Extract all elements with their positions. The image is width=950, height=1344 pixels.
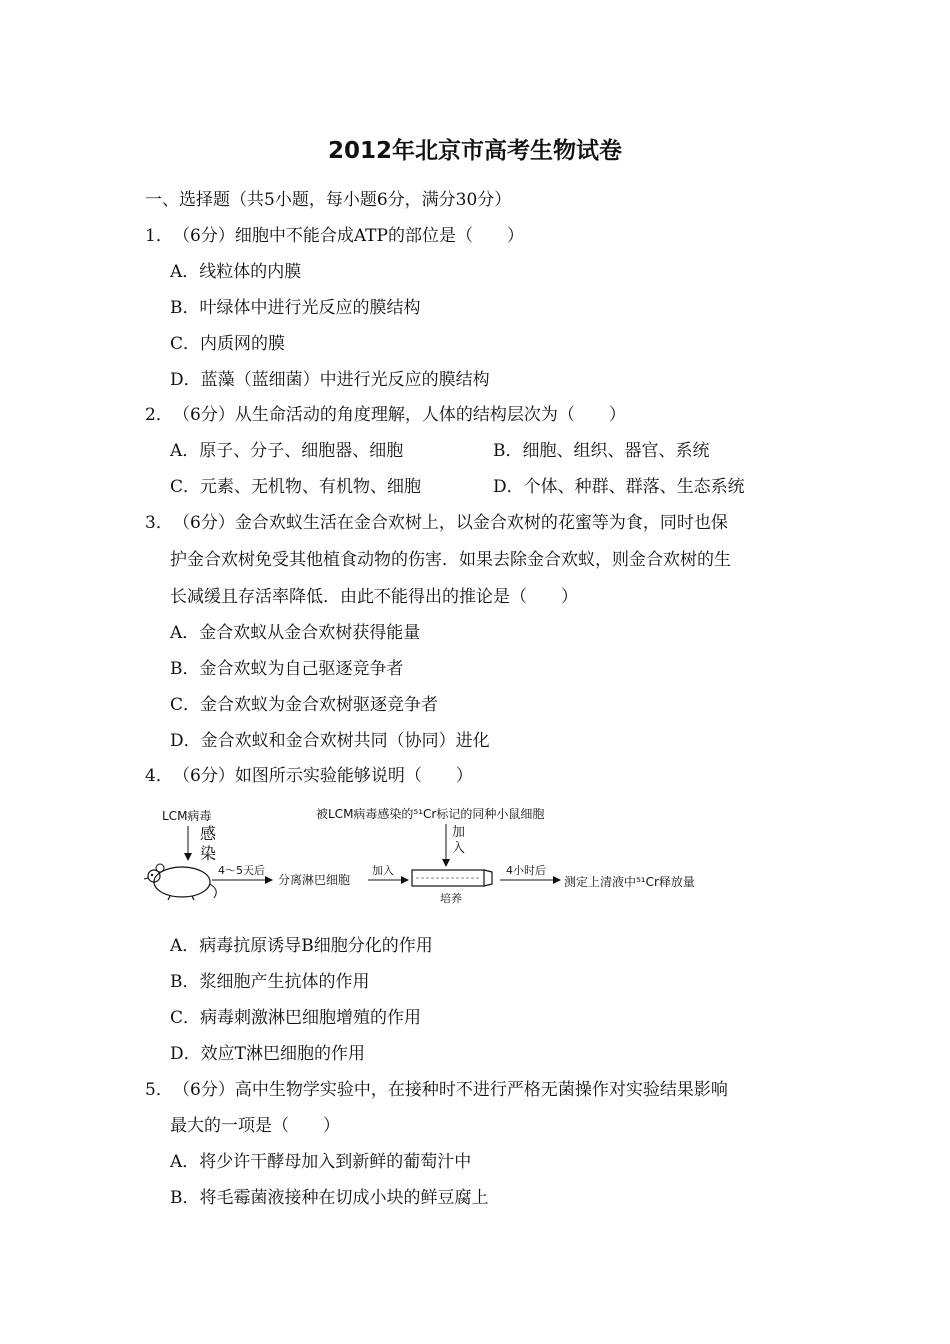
virus-label: LCM病毒 (162, 809, 212, 823)
question-3-option-b: B．金合欢蚁为自己驱逐竞争者 (170, 659, 404, 679)
question-3-text-line-3: 长减缓且存活率降低．由此不能得出的推论是（ ） (170, 587, 578, 607)
question-1-option-a: A．线粒体的内膜 (170, 262, 302, 282)
question-1-option-d: D．蓝藻（蓝细菌）中进行光反应的膜结构 (170, 370, 490, 390)
add-label: 加入 (372, 864, 394, 877)
question-4-option-c: C．病毒刺激淋巴细胞增殖的作用 (170, 1008, 422, 1028)
question-3-option-c: C．金合欢蚁为金合欢树驱逐竞争者 (170, 695, 439, 715)
question-number: 1． (145, 226, 173, 246)
question-number: 4． (145, 766, 173, 786)
question-5-text-line-2: 最大的一项是（ ） (170, 1116, 340, 1136)
question-text: （6分）高中生物学实验中，在接种时不进行严格无菌操作对实验结果影响 (173, 1080, 728, 1100)
question-1-option-b: B．叶绿体中进行光反应的膜结构 (170, 298, 421, 318)
isolate-label: 分离淋巴细胞 (278, 873, 351, 887)
question-4-stem (145, 762, 473, 790)
question-text: （6分）金合欢蚁生活在金合欢树上，以金合欢树的花蜜等为食，同时也保 (173, 513, 728, 533)
infect-label-1: 感 (200, 824, 217, 843)
infect-label-2: 染 (200, 844, 217, 863)
question-2-stem (145, 401, 626, 429)
question-text: （6分）细胞中不能合成ATP的部位是（ ） (173, 226, 524, 246)
question-2-option-a: A．原子、分子、细胞器、细胞 (170, 441, 404, 461)
question-5-option-b: B．将毛霉菌液接种在切成小块的鲜豆腐上 (170, 1188, 489, 1208)
question-number: 2． (145, 405, 173, 425)
add-down-label-1: 加 (452, 825, 466, 840)
question-2-option-c: C．元素、无机物、有机物、细胞 (170, 477, 422, 497)
question-4-option-b: B．浆细胞产生抗体的作用 (170, 972, 370, 992)
question-text: （6分）从生命活动的角度理解，人体的结构层次为（ ） (173, 405, 626, 425)
mouse-icon (144, 864, 216, 900)
measure-label: 测定上清液中⁵¹Cr释放量 (564, 875, 695, 889)
culture-tube-icon (412, 870, 492, 886)
question-5-option-a: A．将少许干酵母加入到新鲜的葡萄汁中 (170, 1152, 472, 1172)
question-3-stem (145, 509, 728, 537)
question-4-option-a: A．病毒抗原诱导B细胞分化的作用 (170, 936, 433, 956)
hours-label: 4小时后 (506, 864, 546, 877)
add-down-label-2: 入 (452, 841, 466, 856)
days-label: 4～5天后 (218, 864, 265, 877)
page-title: 2012年北京市高考生物试卷 (327, 138, 622, 164)
top-label: 被LCM病毒感染的⁵¹Cr标记的同种小鼠细胞 (316, 807, 545, 821)
culture-label: 培养 (440, 892, 462, 905)
question-3-text-line-2: 护金合欢树免受其他植食动物的伤害．如果去除金合欢蚁，则金合欢树的生 (170, 550, 731, 570)
question-number: 5． (145, 1080, 173, 1100)
question-text: （6分）如图所示实验能够说明（ ） (173, 766, 473, 786)
section-header: 一、选择题（共5小题，每小题6分，满分30分） (145, 190, 512, 210)
question-3-option-a: A．金合欢蚁从金合欢树获得能量 (170, 623, 421, 643)
experiment-figure (140, 800, 740, 910)
question-1-option-c: C．内质网的膜 (170, 334, 286, 354)
question-5-stem (145, 1076, 728, 1104)
question-2-option-b: B．细胞、组织、器官、系统 (493, 441, 710, 461)
question-4-option-d: D．效应T淋巴细胞的作用 (170, 1044, 365, 1064)
question-3-option-d: D．金合欢蚁和金合欢树共同（协同）进化 (170, 731, 490, 751)
question-1-stem (145, 222, 524, 250)
question-2-option-d: D．个体、种群、群落、生态系统 (493, 477, 745, 497)
question-number: 3． (145, 513, 173, 533)
